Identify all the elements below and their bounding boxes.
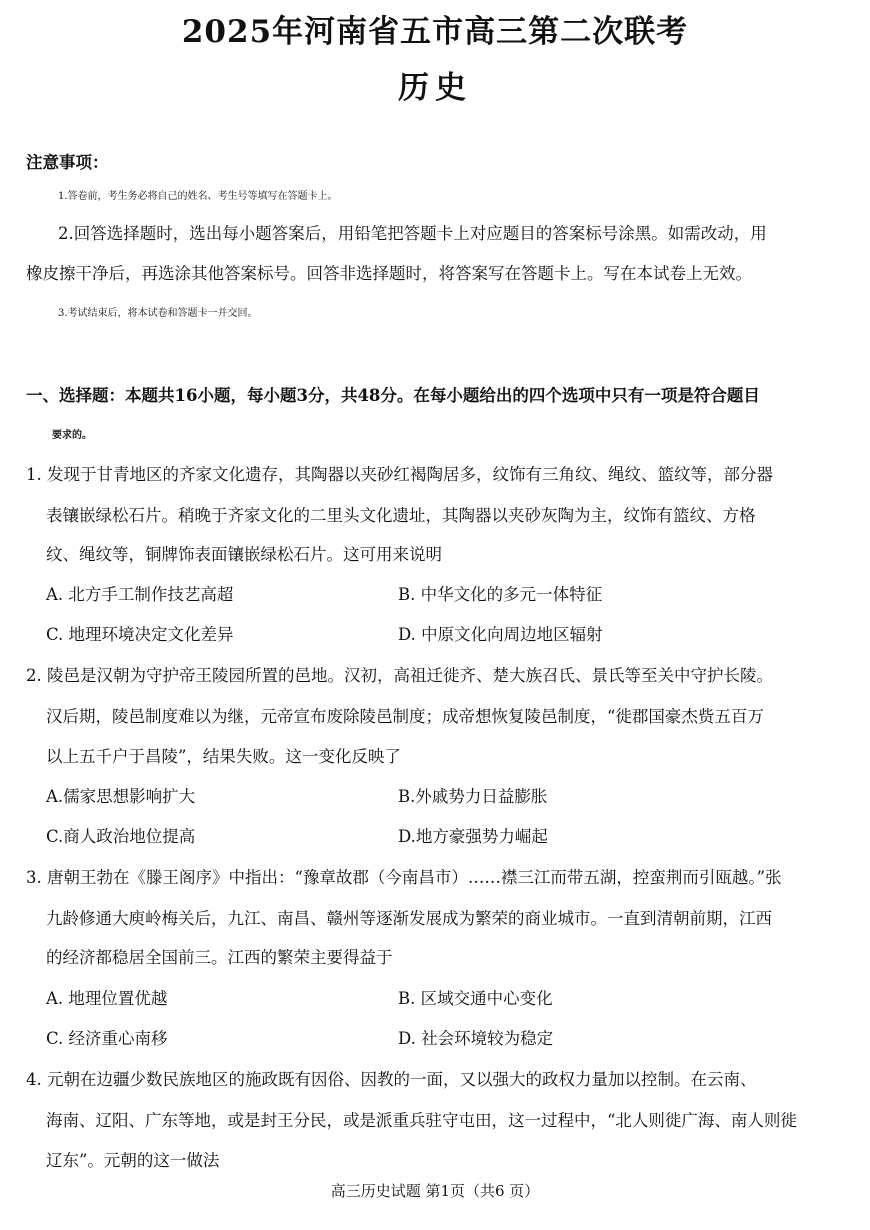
question-2-line: 汉后期，陵邑制度难以为继，元帝宣布废除陵邑制度；成帝想恢复陵邑制度，“徙郡国豪杰赀五百万: [46, 707, 764, 726]
question-2-option-d: D.地方豪强势力崛起: [398, 827, 548, 846]
question-3-option-a: A. 地理位置优越: [46, 989, 168, 1008]
notice-line: 1.答卷前，考生务必将自己的姓名、考生号等填写在答题卡上。: [58, 191, 338, 202]
question-2-line: 2. 陵邑是汉朝为守护帝王陵园所置的邑地。汉初，高祖迁徙齐、楚大族召氏、景氏等至关中守护长陵。: [26, 666, 773, 685]
subject-title: 历史: [398, 70, 472, 106]
question-3-option-d: D. 社会环境较为稳定: [398, 1029, 554, 1048]
page-footer: 高三历史试题 第1页（共6 页）: [330, 1182, 540, 1200]
question-4-line: 海南、辽阳、广东等地，或是封王分民，或是派重兵驻守屯田，这一过程中，“北人则徙广海、南人则徙: [46, 1111, 797, 1130]
notice-line: 2.回答选择题时，选出每小题答案后，用铅笔把答题卡上对应题目的答案标号涂黑。如需改动，用: [58, 224, 767, 243]
question-2-option-a: A.儒家思想影响扩大: [46, 787, 196, 806]
question-1-option-c: C. 地理环境决定文化差异: [46, 625, 234, 644]
section-heading: 一、选择题：本题共16小题，每小题3分，共48分。在每小题给出的四个选项中只有一项是符合题目: [26, 386, 760, 405]
question-1-option-a: A. 北方手工制作技艺高超: [46, 585, 234, 604]
question-3-option-b: B. 区域交通中心变化: [398, 989, 553, 1008]
question-1-option-d: D. 中原文化向周边地区辐射: [398, 625, 603, 644]
question-1-option-b: B. 中华文化的多元一体特征: [398, 585, 603, 604]
question-1-line: 表镶嵌绿松石片。稍晚于齐家文化的二里头文化遗址，其陶器以夹砂灰陶为主，纹饰有篮纹、方格: [46, 506, 756, 525]
question-2-option-c: C.商人政治地位提高: [46, 827, 196, 846]
notice-heading: 注意事项：: [26, 153, 109, 172]
question-3-line: 的经济都稳居全国前三。江西的繁荣主要得益于: [46, 948, 393, 967]
question-1-line: 1. 发现于甘青地区的齐家文化遗存，其陶器以夹砂红褐陶居多，纹饰有三角纹、绳纹、篮纹等，部分器: [26, 465, 773, 484]
question-3-line: 3. 唐朝王勃在《滕王阁序》中指出：“豫章故郡（今南昌市）……襟三江而带五湖，控蛮荆而引瓯越。”张: [26, 868, 782, 887]
section-heading-cont: 要求的。: [52, 430, 92, 441]
question-2-option-b: B.外戚势力日益膨胀: [398, 787, 548, 806]
exam-title: 2025年河南省五市高三第二次联考: [181, 14, 689, 50]
notice-line: 橡皮擦干净后，再选涂其他答案标号。回答非选择题时，将答案写在答题卡上。写在本试卷上无效。: [26, 264, 752, 283]
question-4-line: 辽东”。元朝的这一做法: [46, 1151, 220, 1170]
question-1-line: 纹、绳纹等，铜牌饰表面镶嵌绿松石片。这可用来说明: [46, 545, 442, 564]
question-4-line: 4. 元朝在边疆少数民族地区的施政既有因俗、因教的一面，又以强大的政权力量加以控制。在云南、: [26, 1070, 757, 1089]
question-3-option-c: C. 经济重心南移: [46, 1029, 168, 1048]
question-2-line: 以上五千户于昌陵”，结果失败。这一变化反映了: [46, 747, 401, 766]
notice-line: 3.考试结束后，将本试卷和答题卡一并交回。: [58, 308, 258, 319]
question-3-line: 九龄修通大庾岭梅关后，九江、南昌、赣州等逐渐发展成为繁荣的商业城市。一直到清朝前期，江西: [46, 909, 772, 928]
